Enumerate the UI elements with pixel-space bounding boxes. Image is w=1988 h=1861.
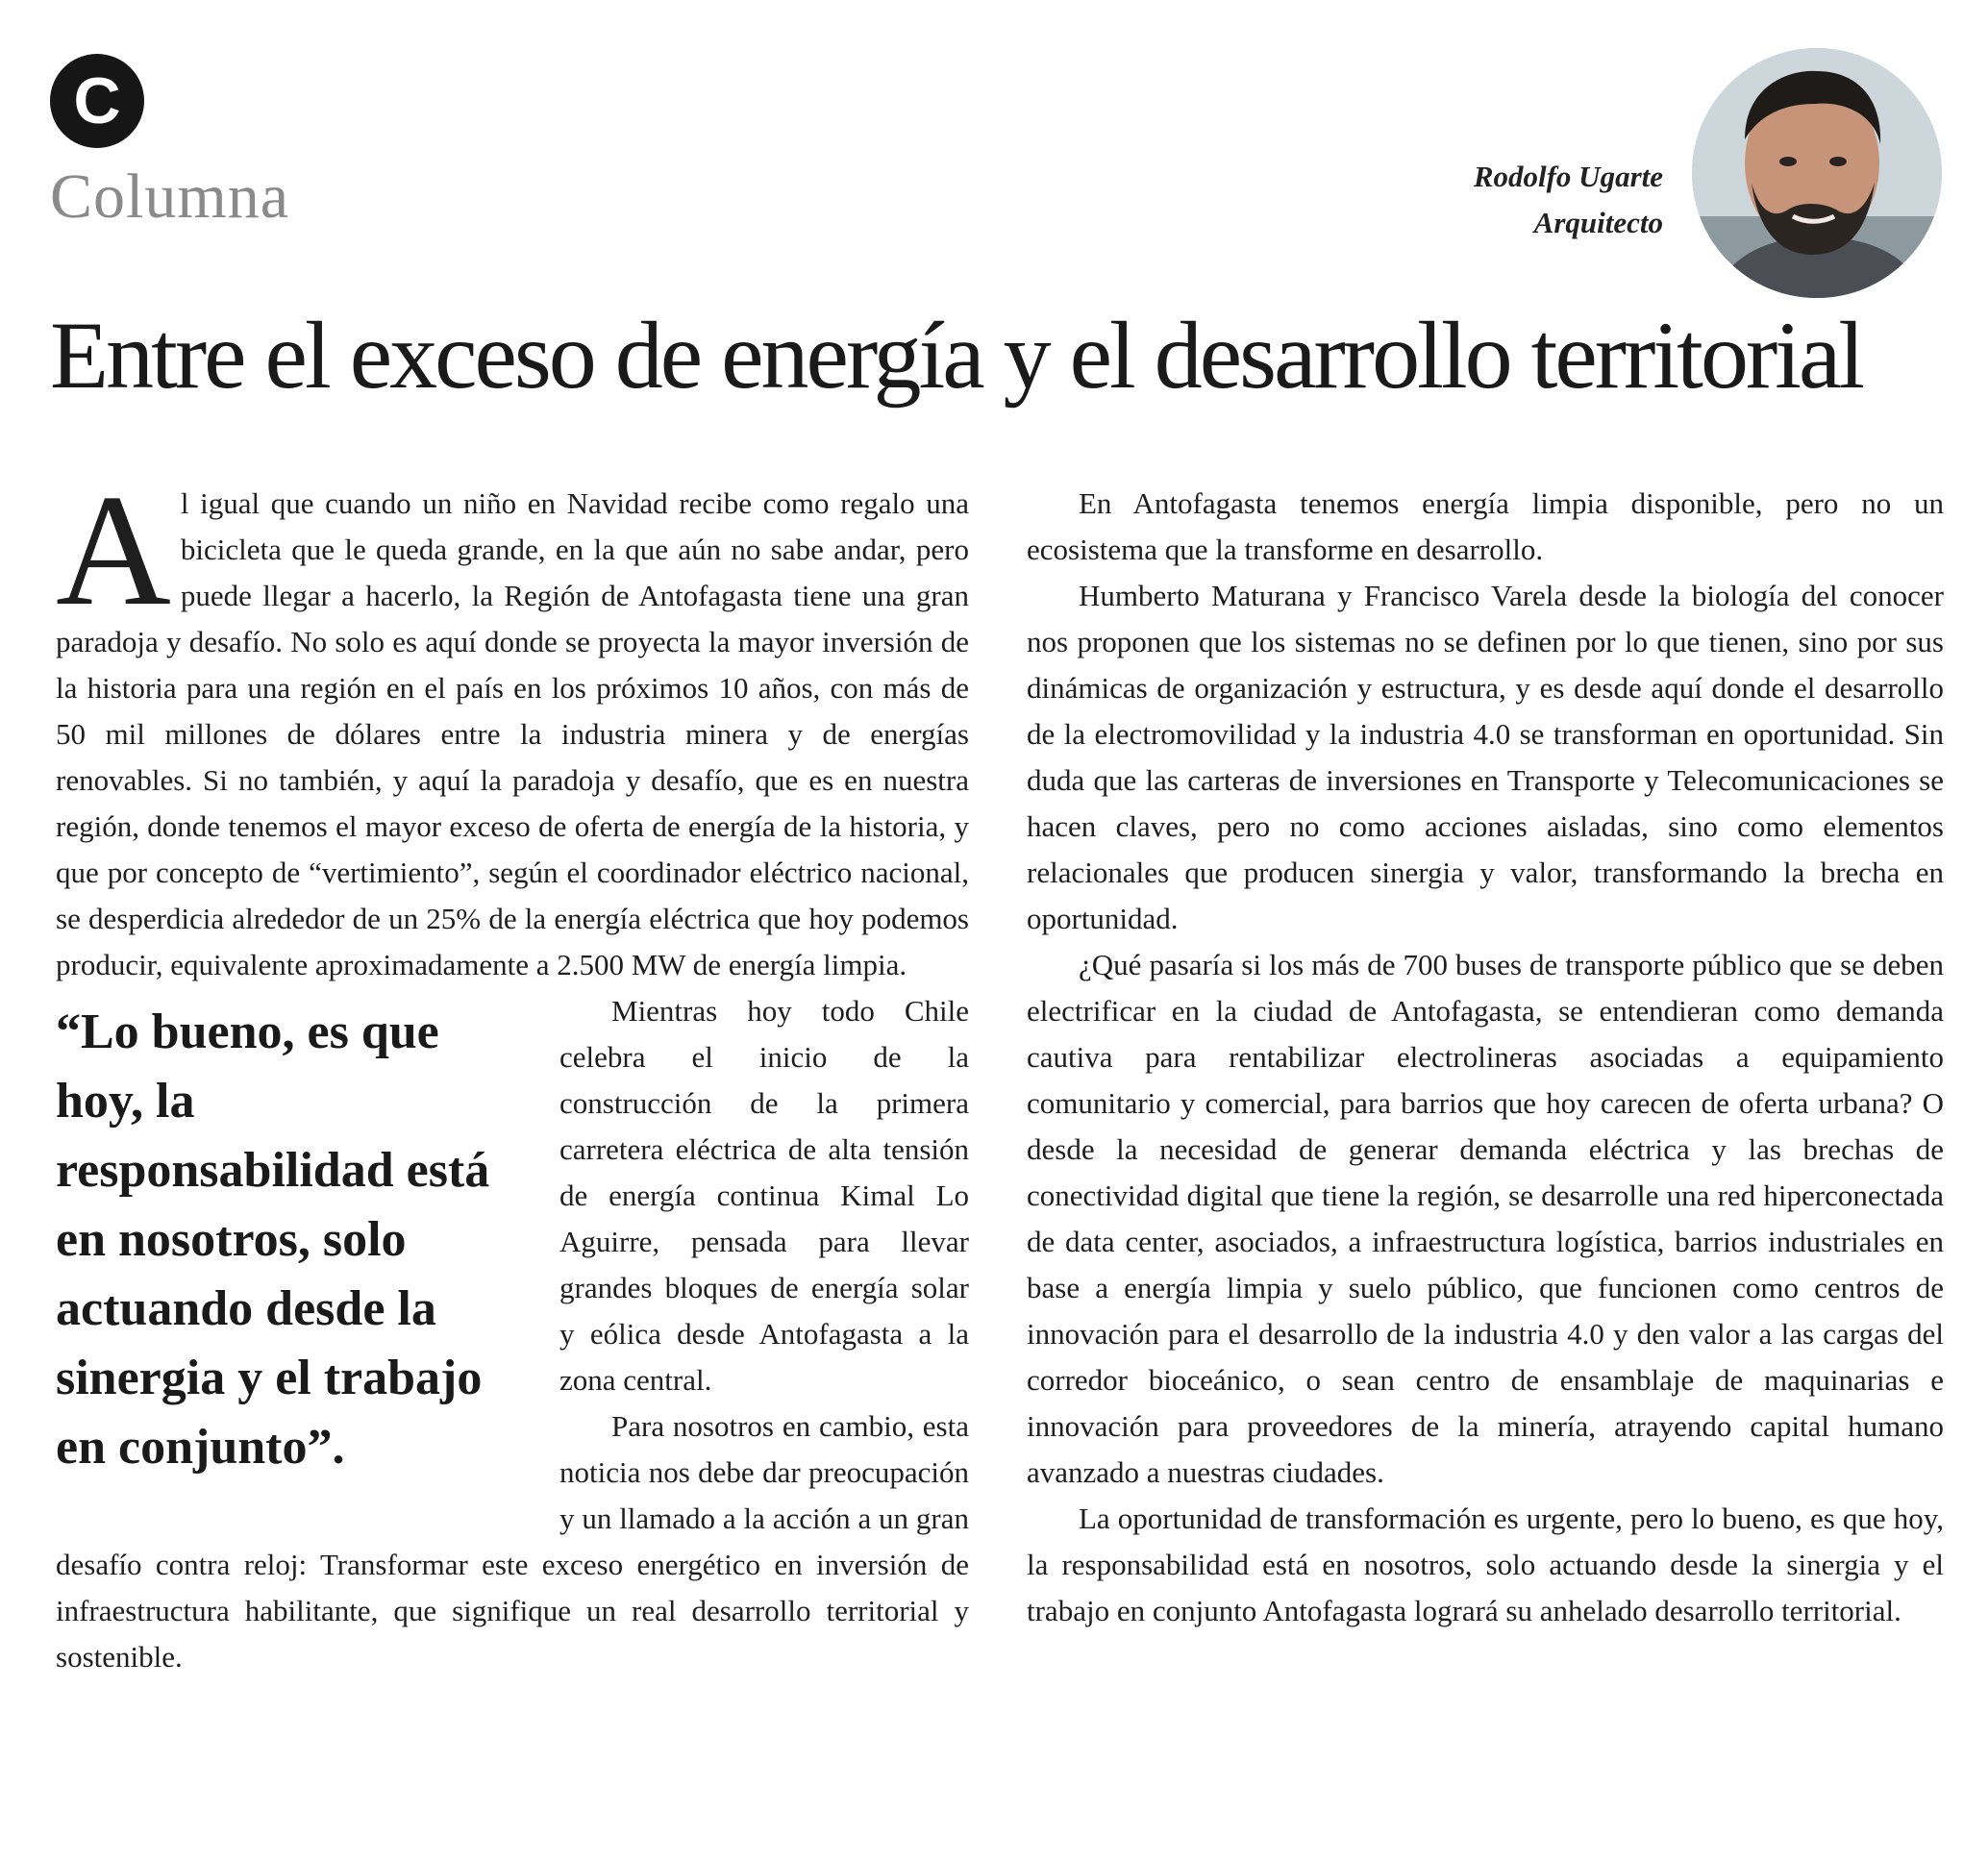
paragraph-maturana: Humberto Maturana y Francisco Varela desde la biología del conocer nos proponen que los sistemas no se definen por lo que tienen, sino por sus dinámicas de organización y estructura, y es desde aquí donde el desarrollo de la electromovilidad y la industria 4.0 se transforman en oportunidad. Sin duda que las carteras de inversiones en Transporte y Telecomunicaciones se hacen claves, pero no como acciones aisladas, sino como elementos relacionales que producen sinergia y valor, transformando la brecha en oportunidad.	[1027, 579, 1944, 935]
author-name: Rodolfo Ugarte	[1473, 160, 1663, 193]
author-portrait-icon	[1692, 48, 1942, 298]
author-photo	[1692, 48, 1942, 298]
paragraph-energia-limpia: En Antofagasta tenemos energía limpia disponible, pero no un ecosistema que la transforme en desarrollo.	[1027, 486, 1944, 566]
paragraph-preocupacion: Para nosotros en cambio, esta noticia nos debe dar preocupación y un llamado a la acción a un gran desafío contra reloj: Transformar este exceso energético en inversión de infraestructura habilitante, que signifique un real desarrollo territorial y sostenible.	[56, 1409, 969, 1674]
author-byline	[1474, 154, 1663, 246]
paragraph-buses: ¿Qué pasaría si los más de 700 buses de transporte público que se deben electrificar en la ciudad de Antofagasta, se entendieran como demanda cautiva para rentabilizar electrolineras asociadas a equipamiento comunitario y comercial, para barrios que hoy carecen de oferta urbana? O desde la necesidad de generar demanda eléctrica y las brechas de conectividad digital que tiene la región, se desarrolle una red hiperconectada de data center, asociados, a infraestructura logística, barrios industriales en base a energía limpia y suelo público, que funcionen como centros de innovación para el desarrollo de la industria 4.0 y den valor a las cargas del corredor bioceánico, o sean centro de ensamblaje de maquinarias e innovación para proveedores de la minería, atrayendo capital humano avanzado a nuestras ciudades.	[1027, 948, 1944, 1489]
author-title: Arquitecto	[1533, 206, 1663, 239]
paragraph-conclusion: La oportunidad de transformación es urgente, pero lo bueno, es que hoy, la responsabilidad está en nosotros, solo actuando desde la sinergia y el trabajo en conjunto Antofagasta logrará su anhelado desarrollo territorial.	[1027, 1501, 1944, 1627]
pull-quote: “Lo bueno, es que hoy, la responsabilidad está en nosotros, solo actuando desde la sinergia y el trabajo en conjunto”.	[56, 1005, 490, 1475]
paragraph-kimal: Mientras hoy todo Chile celebra el inicio de la construcción de la primera carretera eléctrica de alta tensión de energía continua Kimal Lo Aguirre, pensada para llevar grandes bloques de energía solar y eólica desde Antofagasta a la zona central.	[559, 994, 969, 1397]
headline: Entre el exceso de energía y el desarrollo territorial	[50, 302, 1863, 409]
column-badge-icon: C	[50, 54, 144, 148]
drop-cap: A	[56, 461, 171, 638]
intro-paragraph-text: l igual que cuando un niño en Navidad recibe como regalo una bicicleta que le queda grande, en la que aún no sabe andar, pero puede llegar a hacerlo, la Región de Antofagasta tiene una gran paradoja y desafío. No solo es aquí donde se proyecta la mayor inversión de la historia para una región en el país en los próximos 10 años, con más de 50 mil millones de dólares entre la industria minera y de energías renovables. Si no también, y aquí la paradoja y desafío, que es en nuestra región, donde tenemos el mayor exceso de oferta de energía de la historia, y que por concepto de “vertimiento”, según el coordinador eléctrico nacional, se desperdicia alrededor de un 25% de la energía eléctrica que hoy podemos producir, equivalente aproximadamente a 2.500 MW de energía limpia.	[56, 486, 969, 981]
left-column	[56, 461, 969, 1680]
section-label: Columna	[50, 161, 289, 232]
intro-paragraph	[56, 461, 969, 988]
right-column	[1027, 481, 1944, 1634]
